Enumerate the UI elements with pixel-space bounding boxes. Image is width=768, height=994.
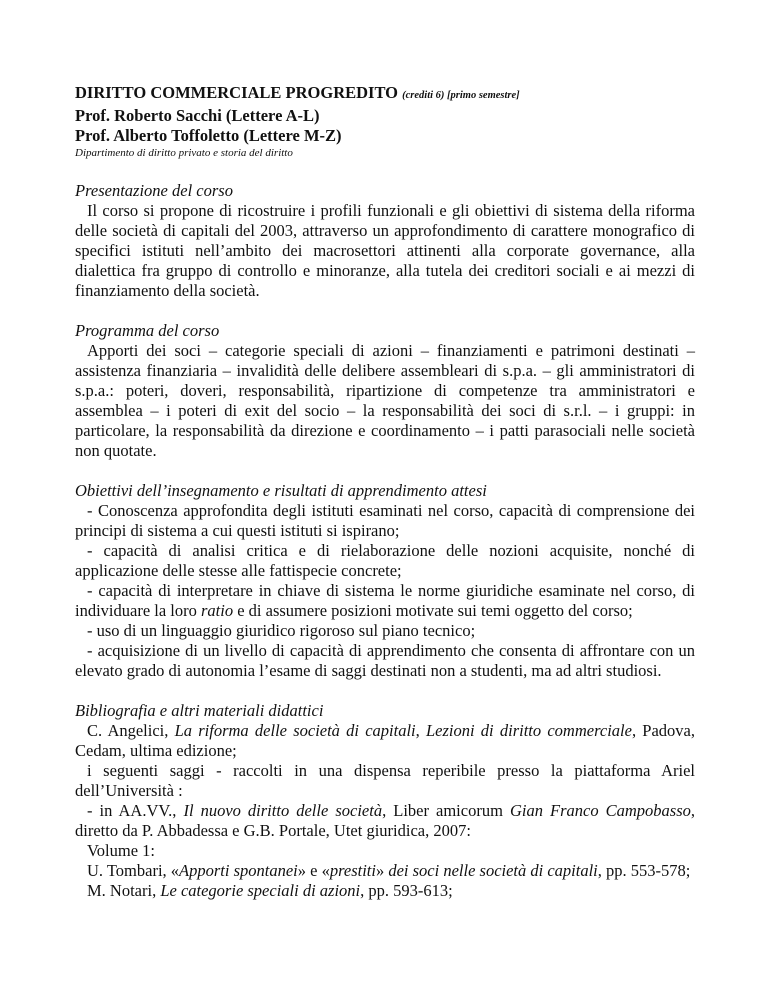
section-heading: Obiettivi dell’insegnamento e risultati di apprendimento attesi xyxy=(75,481,487,500)
objective-item xyxy=(75,581,695,621)
objective-text: e di assumere posizioni motivate sui temi oggetto del corso; xyxy=(233,601,633,620)
bib-title: prestiti xyxy=(329,861,376,880)
course-header xyxy=(75,83,695,161)
bib-title: La riforma delle società di capitali xyxy=(174,721,416,740)
section-text: Apporti dei soci – categorie speciali di azioni – finanziamenti e patrimoni destinati – assistenza finanziaria – invalidità delle delibere assembleari di s.p.a. – gli amministratori di s.p.a.: poteri, doveri, responsabilità, ripartizione di competenze tra amministratori e assemblea – i poteri di exit del socio – la responsabilità dei soci di s.r.l. – i gruppi: in particolare, la responsabilità da direzione e coordinamento – i patti parasociali nelle società non quotate. xyxy=(75,341,695,460)
section-heading: Programma del corso xyxy=(75,321,220,340)
bibliography-entry xyxy=(75,721,695,761)
section-bibliografia xyxy=(75,701,695,901)
course-title-line xyxy=(75,83,695,106)
objective-item: - acquisizione di un livello di capacità di apprendimento che consenta di affrontare con un elevato grado di autonomia l’esame di saggi destinati non a studenti, ma ad altri studiosi. xyxy=(75,641,695,680)
bib-rest: , Padova, Cedam, ultima edizione; xyxy=(75,721,695,760)
bib-title: Apporti spontanei xyxy=(179,861,298,880)
bib-author: U. Tombari, « xyxy=(87,861,180,880)
objective-item: - capacità di analisi critica e di rielaborazione delle nozioni acquisite, nonché di applicazione delle stesse alle fattispecie concrete; xyxy=(75,541,695,580)
bib-author: M. Notari, xyxy=(87,881,161,900)
bib-author: C. Angelici, xyxy=(87,721,175,740)
bib-text: , diretto da P. Abbadessa e G.B. Portale, Utet giuridica, 2007: xyxy=(75,801,695,840)
course-title: DIRITTO COMMERCIALE PROGREDITO xyxy=(75,83,399,102)
section-heading: Presentazione del corso xyxy=(75,181,233,200)
bib-text: » e « xyxy=(297,861,330,880)
objective-item: - uso di un linguaggio giuridico rigoroso sul piano tecnico; xyxy=(87,621,476,640)
bib-honoree: Gian Franco Campobasso xyxy=(509,801,691,820)
bib-text: » xyxy=(375,861,389,880)
bibliography-entry xyxy=(75,881,695,901)
bib-title: Il nuovo diritto delle società xyxy=(183,801,383,820)
department: Dipartimento di diritto privato e storia del diritto xyxy=(75,147,293,159)
professor-2: Prof. Alberto Toffoletto (Lettere M-Z) xyxy=(75,126,342,145)
bib-sep: , xyxy=(415,721,426,740)
document-page xyxy=(75,83,695,901)
bib-text: - in AA.VV., xyxy=(87,801,184,820)
section-heading: Bibliografia e altri materiali didattici xyxy=(75,701,324,720)
bibliography-entry: Volume 1: xyxy=(87,841,155,860)
bib-text: , pp. 553-578; xyxy=(597,861,691,880)
bib-title: dei soci nelle società di capitali xyxy=(388,861,598,880)
objective-item: - Conoscenza approfondita degli istituti esaminati nel corso, capacità di comprensione dei principi di sistema a cui questi istituti si ispirano; xyxy=(75,501,695,540)
professor-1: Prof. Roberto Sacchi (Lettere A-L) xyxy=(75,106,320,125)
objective-text: - capacità di interpretare in chiave di sistema le norme giuridiche esaminate nel corso, di individuare la loro xyxy=(75,581,695,620)
bib-title: Lezioni di diritto commerciale xyxy=(425,721,632,740)
bibliography-entry xyxy=(75,861,695,881)
bibliography-entry xyxy=(75,801,695,841)
section-obiettivi xyxy=(75,481,695,681)
bib-title: Le categorie speciali di azioni xyxy=(160,881,361,900)
bib-text: , Liber amicorum xyxy=(382,801,510,820)
section-text: Il corso si propone di ricostruire i profili funzionali e gli obiettivi di sistema della riforma delle società di capitali del 2003, attraverso un approfondimento di carattere monografico di specifici istituti nell’ambito dei macrosettori attinenti alla corporate governance, alla dialettica fra gruppo di controllo e minoranze, alla tutela dei creditori sociali e ai mezzi di finanziamento della società. xyxy=(75,201,695,300)
bibliography-entry: i seguenti saggi - raccolti in una dispensa reperibile presso la piattaforma Ariel dell’Università : xyxy=(75,761,695,800)
section-programma xyxy=(75,321,695,461)
section-presentazione xyxy=(75,181,695,301)
course-credits: (crediti 6) [primo semestre] xyxy=(402,90,520,101)
objective-ratio: ratio xyxy=(201,601,234,620)
bib-text: , pp. 593-613; xyxy=(360,881,453,900)
